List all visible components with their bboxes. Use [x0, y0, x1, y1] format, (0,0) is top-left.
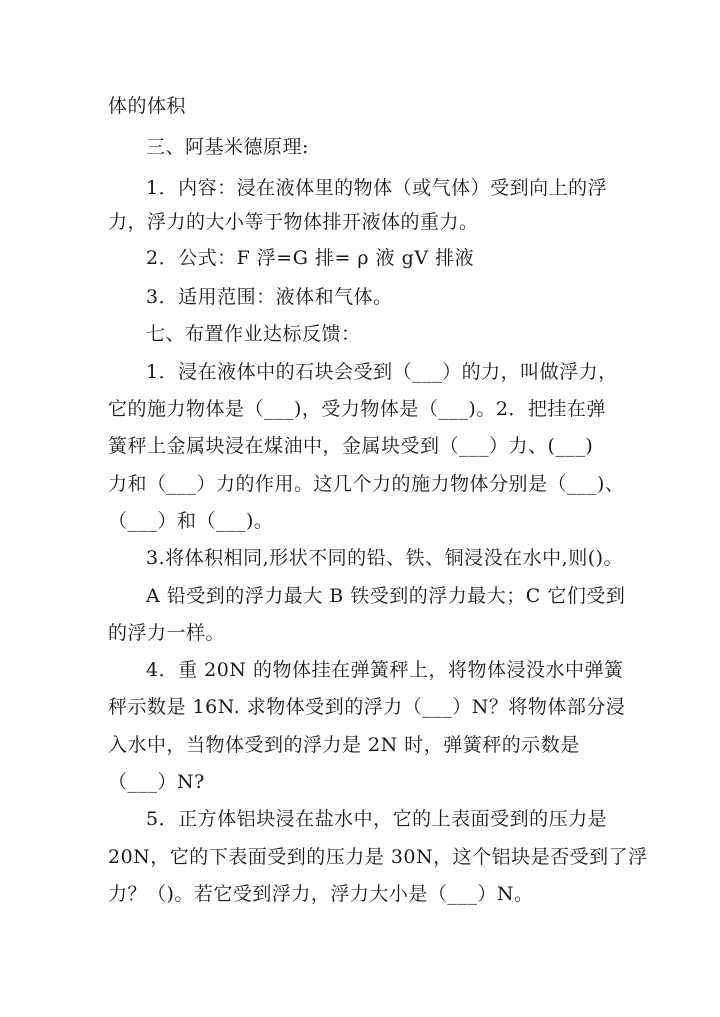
- question-line: 入水中，当物体受到的浮力是 2N 时，弹簧秤的示数是: [108, 734, 580, 756]
- question-line: 3.将体积相同,形状不同的铅、铁、铜浸没在水中,则()。: [146, 547, 624, 569]
- text-line: 3．适用范围：液体和气体。: [146, 286, 393, 308]
- question-line: 它的施力物体是（___)，受力物体是（___)。2．把挂在弹: [108, 398, 606, 420]
- question-line: 4．重 20N 的物体挂在弹簧秤上，将物体浸没水中弹簧: [146, 659, 624, 681]
- question-line: 力？（)。若它受到浮力，浮力大小是（___）N。: [108, 883, 534, 905]
- question-line: 20N，它的下表面受到的压力是 30N，这个铝块是否受到了浮: [108, 846, 648, 868]
- question-line: 1．浸在液体中的石块会受到（___）的力，叫做浮力，: [146, 361, 618, 383]
- question-line: 5．正方体铝块浸在盐水中，它的上表面受到的压力是: [146, 808, 608, 830]
- answer-options: 的浮力一样。: [108, 622, 226, 644]
- answer-options: A 铅受到的浮力最大 B 铁受到的浮力最大；C 它们受到: [146, 585, 626, 607]
- question-line: （___）和（___)。: [108, 510, 274, 532]
- section-heading: 三、阿基米德原理:: [146, 136, 309, 158]
- section-heading: 七、布置作业达标反馈：: [146, 323, 361, 345]
- text-line: 力，浮力的大小等于物体排开液体的重力。: [108, 211, 479, 233]
- text-line: 1．内容：浸在液体里的物体（或气体）受到向上的浮: [146, 177, 608, 199]
- question-line: 秤示数是 16N. 求物体受到的浮力（___）N？将物体部分浸: [108, 696, 626, 718]
- formula-line: 2．公式：F 浮=G 排= ρ 液 gV 排液: [146, 247, 475, 269]
- text-line: 体的体积: [108, 95, 187, 117]
- question-line: 力和（___）力的作用。这几个力的施力物体分别是（___)、: [108, 473, 625, 495]
- question-line: （___）N?: [108, 771, 205, 793]
- question-line: 簧秤上金属块浸在煤油中，金属块受到（___）力、(___): [108, 435, 594, 457]
